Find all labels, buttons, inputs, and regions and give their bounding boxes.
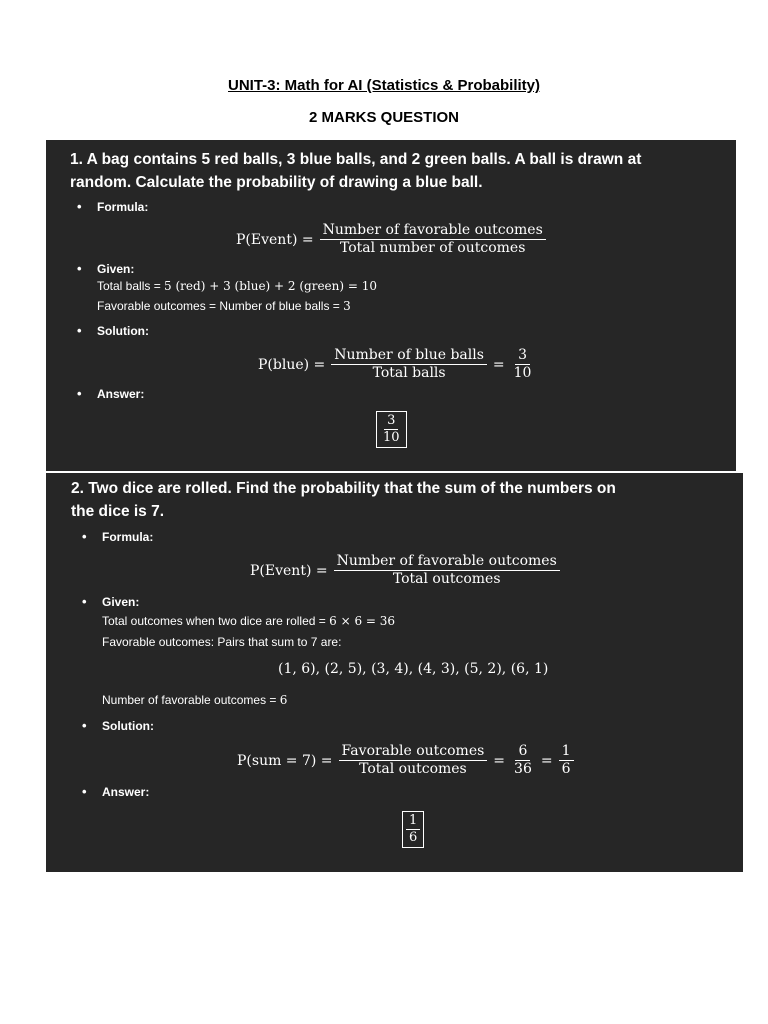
given-line-1-text: Total balls =: [97, 279, 165, 293]
question-1-card: [46, 140, 736, 471]
solution-result-fraction: [511, 347, 535, 382]
solution-label: • Solution:: [102, 719, 154, 733]
solution-numerator: Favorable outcomes: [339, 743, 488, 761]
favorable-pairs: [278, 661, 548, 677]
solution-numerator: Number of blue balls: [331, 347, 487, 365]
solution-denominator: Total outcomes: [359, 761, 467, 777]
formula-label: • Formula:: [97, 200, 148, 214]
answer-label: • Answer:: [102, 785, 149, 799]
given-line-1-text: Total outcomes when two dice are rolled =: [102, 614, 330, 628]
solution-equals-1: =: [493, 752, 506, 769]
solution-label: • Solution:: [97, 324, 149, 338]
question-2-card: [46, 473, 743, 872]
solution-fraction: [339, 743, 488, 778]
solution-equation: [237, 743, 574, 778]
given-line-1: [102, 614, 395, 628]
question-1-text: [70, 148, 641, 194]
formula-equation: [250, 553, 560, 588]
formula-denominator: Total outcomes: [392, 571, 501, 587]
given-line-2-math: 3: [343, 299, 351, 313]
solution-lhs: P(blue) =: [258, 356, 326, 373]
given-line-1-math: 6 × 6 = 36: [329, 614, 396, 628]
answer-numerator: 3: [384, 413, 398, 430]
formula-lhs: P(Event) =: [236, 231, 314, 248]
question-2-line-2: the dice is 7.: [71, 503, 165, 520]
formula-lhs: P(Event) =: [250, 562, 328, 579]
answer-fraction: [406, 813, 420, 846]
solution-lhs: P(sum = 7) =: [237, 752, 333, 769]
solution-equals: =: [492, 356, 505, 373]
answer-fraction: [380, 413, 403, 446]
answer-denominator: 6: [409, 830, 418, 845]
solution-mid-denominator: 36: [514, 761, 532, 777]
given-line-2: [97, 299, 351, 313]
given-line-3-text: Number of favorable outcomes =: [102, 693, 280, 707]
favorable-pairs-list: (1, 6), (2, 5), (3, 4), (4, 3), (5, 2), (6, 1): [278, 661, 549, 677]
page-subtitle: 2 MARKS QUESTION: [308, 109, 459, 126]
solution-mid-fraction: [511, 743, 535, 778]
solution-result-numerator: 1: [559, 743, 574, 761]
given-line-2: Favorable outcomes: Pairs that sum to 7 are:: [102, 635, 342, 649]
formula-numerator: Number of favorable outcomes: [320, 222, 546, 240]
formula-fraction: [334, 553, 560, 588]
solution-result-denominator: 6: [561, 761, 571, 777]
given-line-3-math: 6: [279, 693, 288, 707]
given-line-1: [97, 279, 377, 293]
question-1-line-1: 1. A bag contains 5 red balls, 3 blue balls, and 2 green balls. A ball is drawn at: [70, 151, 642, 168]
answer-denominator: 10: [383, 430, 400, 445]
solution-result-denominator: 10: [513, 365, 532, 381]
solution-fraction: [331, 347, 487, 382]
answer-box: [402, 811, 424, 848]
answer-label: • Answer:: [97, 387, 144, 401]
formula-fraction: [320, 222, 546, 257]
given-label: • Given:: [97, 262, 134, 276]
solution-equation: [258, 347, 534, 382]
formula-denominator: Total number of outcomes: [339, 240, 526, 256]
given-line-2-text: Favorable outcomes = Number of blue balls =: [97, 299, 344, 313]
answer-numerator: 1: [406, 813, 420, 830]
given-label: • Given:: [102, 595, 139, 609]
answer-box: [376, 411, 407, 448]
solution-result-numerator: 3: [515, 347, 530, 365]
solution-mid-numerator: 6: [515, 743, 530, 761]
formula-label: • Formula:: [102, 530, 153, 544]
page-title: UNIT-3: Math for AI (Statistics & Probability): [228, 77, 540, 94]
solution-denominator: Total balls: [372, 365, 446, 381]
solution-equals-2: =: [540, 752, 553, 769]
question-2-line-1: 2. Two dice are rolled. Find the probability that the sum of the numbers on: [71, 480, 616, 497]
question-2-text: [71, 477, 616, 523]
question-1-line-2: random. Calculate the probability of drawing a blue ball.: [70, 174, 483, 191]
given-line-3: [102, 693, 287, 707]
formula-equation: [236, 222, 546, 257]
formula-numerator: Number of favorable outcomes: [334, 553, 560, 571]
given-line-1-math: 5 (red) + 3 (blue) + 2 (green) = 10: [164, 279, 378, 293]
solution-result-fraction: [559, 743, 574, 778]
